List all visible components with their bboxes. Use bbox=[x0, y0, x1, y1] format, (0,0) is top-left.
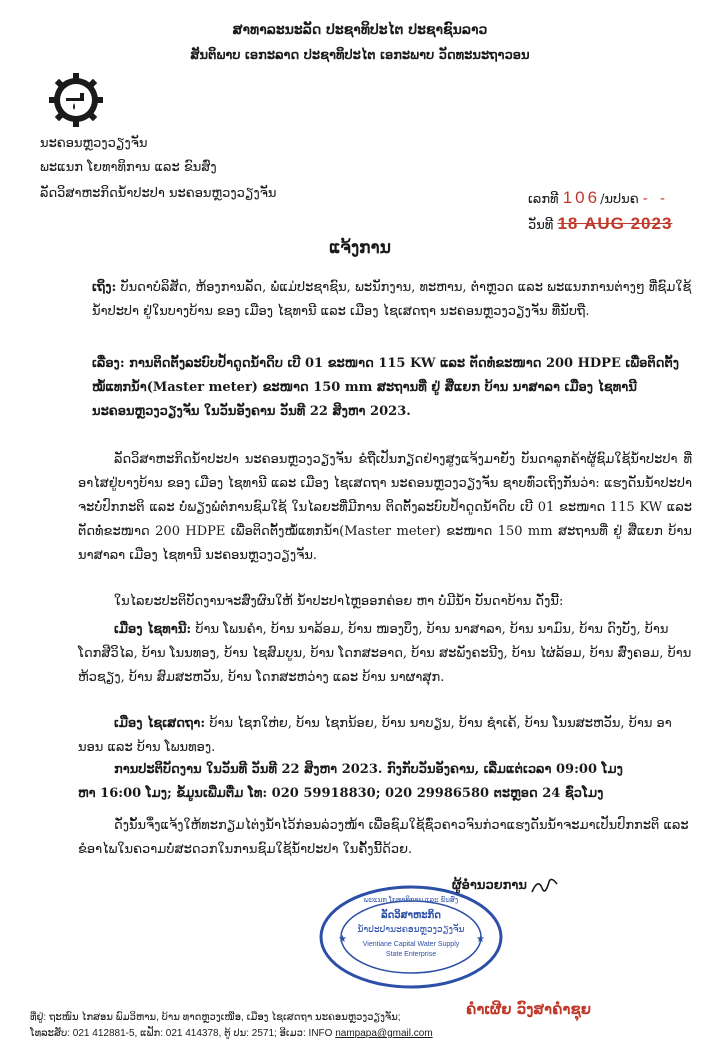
national-header: ສາທາລະນະລັດ ປະຊາທິປະໄຕ ປະຊາຊົນລາວ bbox=[232, 22, 488, 38]
signer-name: ຄໍາເຜີຍ ວົງສາຄໍາຊຸຍ bbox=[466, 1000, 592, 1018]
org-city: ນະຄອນຫຼວງວຽງຈັນ bbox=[40, 136, 148, 151]
ref-number-suffix: /ນປນຄ bbox=[600, 192, 639, 207]
body-paragraph-2: ໃນໄລຍະປະຕິບັດງານຈະສົ່ງຜົນໃຫ້ ນໍ້າປະປາໄຫຼອອກຄ່ອຍ ຫາ ບໍ່ມີນໍ້າ ບັນດາບ້ານ ດັ່ງນີ້: bbox=[114, 594, 564, 609]
official-seal-icon bbox=[316, 882, 506, 992]
subject-text: ການຕິດຕັ້ງລະບົບປໍ້າດູດນໍ້າດິບ ເບີ 01 ຂະໜາດ 115 KW ແລະ ຕັດທໍ່ຂະໜາດ 200 HDPE ເພື່ອຕິດຕັ້ງໝໍ້ແທກນໍ້າ(Master meter) ຂະໜາດ 150 mm ສະຖານທີ່ ຢູ່ ສີ່ແຍກ ບ້ານ ນາສາລາ ເມືອງ ໄຊທານີ ນະຄອນຫຼວງວຽງຈັນ ໃນວັນອັງຄານ ວັນທີ 22 ສິງຫາ 2023. bbox=[92, 356, 680, 419]
seal-inner-line-2: ນໍ້າປະປານະຄອນຫຼວງວຽງຈັນ bbox=[357, 925, 465, 935]
contact-info: ຫາ 16:00 ໂມງ; ຂໍ້ມູນເພີ່ມຕື່ມ ໂທ: 020 59918830; 020 29986580 ຕະຫຼອດ 24 ຊົ່ວໂມງ bbox=[78, 786, 604, 801]
closing-paragraph: ດັ່ງນັ້ນຈຶ່ງແຈ້ງໃຫ້ທະກຽມໄຕ່ງນໍ້າໄວ້ກ່ອນລ່ວງໜ້າ ເພື່ອຊົມໃຊ້ຊົ່ວຄາວຈົນກ່ວາແຮງດັນນໍ້າຈະມາເປັນປົກກະຕິ ແລະ ຂໍອາໄພໃນຄວາມບໍ່ສະດວກໃນການຊົມໃຊ້ນໍ້າປະປາ ໃນຄັ້ງນີ້ດ້ວຍ. bbox=[78, 818, 689, 857]
ref-date-stamp: 18 AUG 2023 bbox=[557, 214, 673, 233]
body-paragraph-1: ລັດວິສາຫະກິດນໍ້າປະປາ ນະຄອນຫຼວງວຽງຈັນ ຂໍຖືເປັນກຽດຢ່າງສູງແຈ້ງມາຍັງ ບັນດາລູກຄ້າຜູ້ຊົມໃຊ້ນໍ້າປະປາ ທີ່ອາໄສຢູ່ບາງບ້ານ ຂອງ ເມືອງ ໄຊທານີ ແລະ ເມືອງ ໄຊເສດຖາ ນະຄອນຫຼວງວຽງຈັນ ຊາບທົ່ວເຖິງກັນວ່າ: ແຮງດັນນໍ້າປະປາຈະບໍ່ປົກກະຕິ ແລະ ບໍ່ພຽງພໍຕໍ່ການຊົມໃຊ້ ໃນໄລຍະທີ່ມີການ ຕິດຕັ້ງລະບົບປໍ້າດູດນໍ້າດິບ ເບີ 01 ຂະໜາດ 115 KW ແລະ ຕັດທໍ່ຂະໜາດ 200 HDPE ເພື່ອຕິດຕັ້ງໝໍ້ແທກນໍ້າ(Master meter) ຂະໜາດ 150 mm ສະຖານທີ່ ຢູ່ ສີ່ແຍກ ບ້ານ ນາສາລາ ເມືອງ ໄຊທານີ ນະຄອນຫຼວງວຽງຈັນ. bbox=[78, 452, 692, 563]
ref-date-label: ວັນທີ bbox=[528, 218, 554, 233]
seal-inner-line-4: State Enterprise bbox=[385, 951, 437, 958]
org-enterprise: ລັດວິສາຫະກິດນໍ້າປະປາ ນະຄອນຫຼວງວຽງຈັນ bbox=[40, 186, 277, 201]
document-title: ແຈ້ງການ bbox=[329, 238, 391, 258]
operation-schedule: ການປະຕິບັດງານ ໃນວັນທີ ວັນທີ 22 ສິງຫາ 2023. ກົງກັບວັນອັງຄານ, ເລີ່ມແຕ່ເວລາ 09:00 ໂມງ bbox=[114, 762, 623, 777]
seal-inner-line-1: ລັດວິສາຫະກິດ bbox=[381, 910, 441, 921]
footer-email-link[interactable]: nampapa@gmail.com bbox=[335, 1028, 433, 1039]
district-xaysettha-text: ບ້ານ ໄຊກໃຫ່ຍ, ບ້ານ ໄຊກນ້ອຍ, ບ້ານ ນາບຽນ, ບ້ານ ຊໍາເຄ້, ບ້ານ ໂນນສະຫວັນ, ບ້ານ ອານອນ ແລະ ບ້ານ ໂພນທອງ. bbox=[78, 716, 672, 755]
signature-icon bbox=[530, 874, 560, 898]
footer-contact bbox=[30, 1028, 433, 1039]
district-xaythany-villages bbox=[78, 618, 692, 690]
national-motto: ສັນຕິພາບ ເອກະລາດ ປະຊາທິປະໄຕ ເອກະພາບ ວັດທະນະຖາວອນ bbox=[190, 48, 530, 63]
district-xaysettha-label: ເມືອງ ໄຊເສດຖາ: bbox=[114, 716, 206, 731]
recipients-label: ເຖິງ: bbox=[92, 280, 117, 295]
district-xaythany-label: ເມືອງ ໄຊທານີ: bbox=[114, 622, 192, 637]
gear-logo-icon bbox=[48, 72, 104, 128]
seal-inner-line-3: Vientiane Capital Water Supply bbox=[362, 941, 460, 948]
ref-number-dashes: - - bbox=[642, 190, 669, 207]
signer-title: ຜູ້ອໍານວຍການ bbox=[452, 878, 527, 893]
subject bbox=[92, 352, 692, 424]
reference-number bbox=[528, 188, 669, 208]
svg-text:★: ★ bbox=[338, 934, 347, 945]
district-xaythany-text: ບ້ານ ໂພນຄໍາ, ບ້ານ ນາລ້ອມ, ບ້ານ ໜອງບຶງ, ບ້ານ ນາສາລາ, ບ້ານ ນາມົນ, ບ້ານ ດົງບັງ, ບ້ານ ໂດກສີວິໄລ, ບ້ານ ໂນນທອງ, ບ້ານ ໄຊສົມບູນ, ບ້ານ ໂດກສະອາດ, ບ້ານ ສະພັງຄະນີງ, ບ້ານ ໄຜ່ລ້ອມ, ບ້ານ ສົ່ງຄອມ, ບ້ານ ຫ້ວຊຽງ, ບ້ານ ສົມສະຫວັນ, ບ້ານ ໂດກສະຫວ່າງ ແລະ ບ້ານ ນາຜາສຸກ. bbox=[78, 622, 692, 685]
org-department: ພະແນກ ໂຍທາທິການ ແລະ ຂົນສົ່ງ bbox=[40, 160, 217, 175]
district-xaysettha-villages bbox=[78, 712, 692, 760]
ref-number-label: ເລກທີ bbox=[528, 192, 559, 207]
footer-address: ທີ່ຢູ່: ຖະໜົນ ໄກສອນ ພົມວິຫານ, ບ້ານ ທາດຫຼວງເໜືອ, ເມືອງ ໄຊເສດຖາ ນະຄອນຫຼວງວຽງຈັນ; bbox=[30, 1012, 401, 1023]
subject-label: ເລື່ອງ: bbox=[92, 356, 125, 371]
footer-contact-text: ໂທລະສັບ: 021 412881-5, ແຟັກ: 021 414378, ຕູ້ ປນ: 2571; ອີເມວ: INFO bbox=[30, 1028, 333, 1039]
ref-number-value: 106 bbox=[562, 188, 601, 207]
recipients bbox=[92, 276, 692, 324]
seal-top-text: ພະແນກ ໂຍທາທິການ ແລະ ຂົນສົ່ງ bbox=[363, 897, 459, 904]
recipients-text: ບັນດາບໍລິສັດ, ຫ້ອງການລັດ, ພໍ່ແມ່ປະຊາຊົນ, ພະນັກງານ, ທະຫານ, ຕໍາຫຼວດ ແລະ ພະແນກການຕ່າງໆ ທີ່ຊົມໃຊ້ນໍ້າປະປາ ຢູ່ໃນບາງບ້ານ ຂອງ ເມືອງ ໄຊທານີ ແລະ ເມືອງ ໄຊເສດຖາ ນະຄອນຫຼວງວຽງຈັນ ທີ່ນັບຖື. bbox=[92, 280, 692, 319]
svg-text:★: ★ bbox=[476, 934, 485, 945]
reference-date bbox=[528, 214, 672, 234]
